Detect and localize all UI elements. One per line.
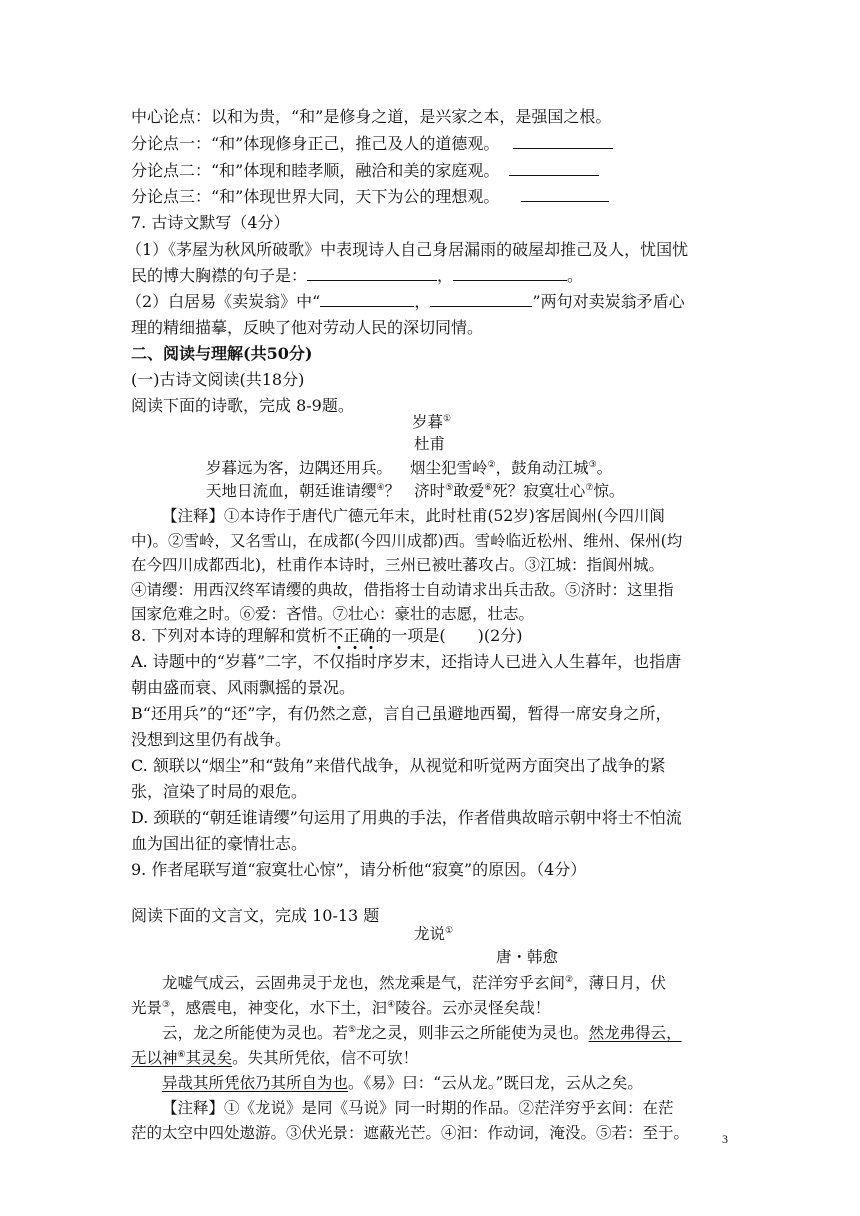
option-c-cont: 张，渲染了时局的艰危。 (131, 782, 308, 801)
sub-argument-2: 分论点二：“和”体现和睦孝顺，融洽和美的家庭观。 (131, 161, 599, 181)
poem-author: 杜甫 (414, 435, 446, 453)
question-9: 9. 作者尾联写道“寂寞壮心惊”，请分析他“寂寞”的原因。（4分） (131, 860, 587, 879)
poem-title: 岁暮① (412, 413, 452, 431)
answer-blank[interactable] (513, 134, 613, 149)
emphasis-dots: 不正确 (327, 626, 375, 650)
prose-author: 唐・韩愈 (496, 948, 559, 966)
underlined-sentence: 无以神⑥其灵矣 (131, 1049, 233, 1067)
poem-note: 【注释】①本诗作于唐代广德元年末，此时杜甫(52岁)客居阆州(今四川阆 (162, 507, 665, 525)
prose-paragraph-2: 云，龙之所能使为灵也。若⑤龙之灵，则非云之所能使为灵也。然龙弗得云， (162, 1024, 682, 1042)
underlined-sentence: 然龙弗得云， (588, 1024, 682, 1042)
answer-blank[interactable] (307, 266, 437, 281)
question-7-1: （1）《茅屋为秋风所破歌》中表现诗人自己身居漏雨的破屋却推己及人，忧国忧 (126, 240, 689, 259)
sub-argument-1: 分论点一：“和”体现修身正己，推己及人的道德观。 (131, 134, 613, 154)
sub-argument-3: 分论点三：“和”体现世界大同，天下为公的理想观。 (131, 187, 609, 207)
central-argument: 中心论点：以和为贵，“和”是修身之道，是兴家之本，是强国之根。 (131, 107, 612, 126)
prose-paragraph-2-cont: 无以神⑥其灵矣。失其所凭依，信不可欤！ (131, 1049, 419, 1067)
prose-paragraph-3: 异哉其所凭依乃其所自为也。《易》曰：“云从龙。”既曰龙，云从之矣。 (162, 1074, 643, 1092)
question-7-2: （2）白居易《卖炭翁》中“ ， ”两句对卖炭翁矛盾心 (126, 292, 685, 311)
answer-blank[interactable] (521, 187, 609, 202)
option-d-cont: 血为国出征的豪情壮志。 (131, 834, 308, 853)
poem-note: 在今四川成都西北)，杜甫作本诗时，三州已被吐蕃攻占。③江城：指阆州城。 (131, 556, 665, 574)
prose-note: 茫的太空中四处遨游。③伏光景：遮蔽光芒。④汩：作动词，淹没。⑤若：至于。 (131, 1124, 690, 1142)
reading-instruction-2: 阅读下面的文言文，完成 10-13 题 (131, 906, 380, 925)
option-d: D. 颈联的“朝廷谁请缨”句运用了用典的手法，作者借典故暗示朝中将士不怕流 (131, 808, 682, 827)
answer-blank[interactable] (430, 292, 532, 307)
question-7-1-cont: 民的博大胸襟的句子是： ， 。 (131, 266, 584, 285)
answer-blank[interactable] (320, 292, 414, 307)
underlined-sentence: 异哉其所凭依乃其所自为也 (162, 1074, 349, 1092)
poem-line-1: 岁暮远为客，边隅还用兵。 烟尘犯雪岭②，鼓角动江城③。 (206, 459, 613, 477)
prose-paragraph-1-cont: 光景③，感震电，神变化，水下土，汩④陵谷。云亦灵怪矣哉！ (131, 999, 551, 1017)
option-a-cont: 朝由盛而衰、风雨飘摇的景况。 (131, 678, 356, 697)
poem-note: 国家危难之时。⑥爱：吝惜。⑦壮心：豪壮的志愿，壮志。 (131, 605, 535, 623)
prose-paragraph-1: 龙嘘气成云，云固弗灵于龙也，然龙乘是气，茫洋穷乎玄间②，薄日月，伏 (162, 974, 667, 992)
answer-blank[interactable] (509, 161, 599, 176)
question-7-2-cont: 理的精细描摹，反映了他对劳动人民的深切同情。 (131, 318, 484, 337)
poem-note: ④请缨：用西汉终军请缨的典故，借指将士自动请求出兵击敌。⑤济时：这里指 (131, 581, 674, 599)
question-8: 8. 下列对本诗的理解和赏析不正确的一项是( )(2分) (131, 626, 523, 646)
prose-title: 龙说① (414, 925, 454, 943)
section-heading: 二、阅读与理解(共50分) (131, 344, 313, 363)
poem-line-2: 天地日流血，朝廷谁请缨④？ 济时⑤敢爱⑥死？寂寞壮心⑦惊。 (206, 482, 625, 500)
page-number: 3 (722, 1132, 728, 1146)
question-7: 7. 古诗文默写（4分） (131, 213, 290, 232)
poem-note: 中)。②雪岭，又名雪山，在成都(今四川成都)西。雪岭临近松州、维州、保州(均 (131, 532, 683, 550)
option-a: A. 诗题中的“岁暮”二字，不仅指时序岁末，还指诗人已进入人生暮年，也指唐 (131, 652, 682, 671)
reading-instruction: 阅读下面的诗歌，完成 8-9题。 (131, 396, 354, 415)
answer-blank[interactable] (453, 266, 567, 281)
option-b-cont: 没想到这里仍有战争。 (131, 730, 292, 749)
option-c: C. 颔联以“烟尘”和“鼓角”来借代战争，从视觉和听觉两方面突出了战争的紧 (131, 756, 666, 775)
prose-note: 【注释】①《龙说》是同《马说》同一时期的作品。②茫洋穷乎玄间：在茫 (162, 1099, 674, 1117)
option-b: B“还用兵”的“还”字，有仍然之意，言自己虽避地西蜀，暂得一席安身之所， (131, 704, 672, 723)
subsection-heading: (一)古诗文阅读(共18分) (131, 370, 305, 389)
